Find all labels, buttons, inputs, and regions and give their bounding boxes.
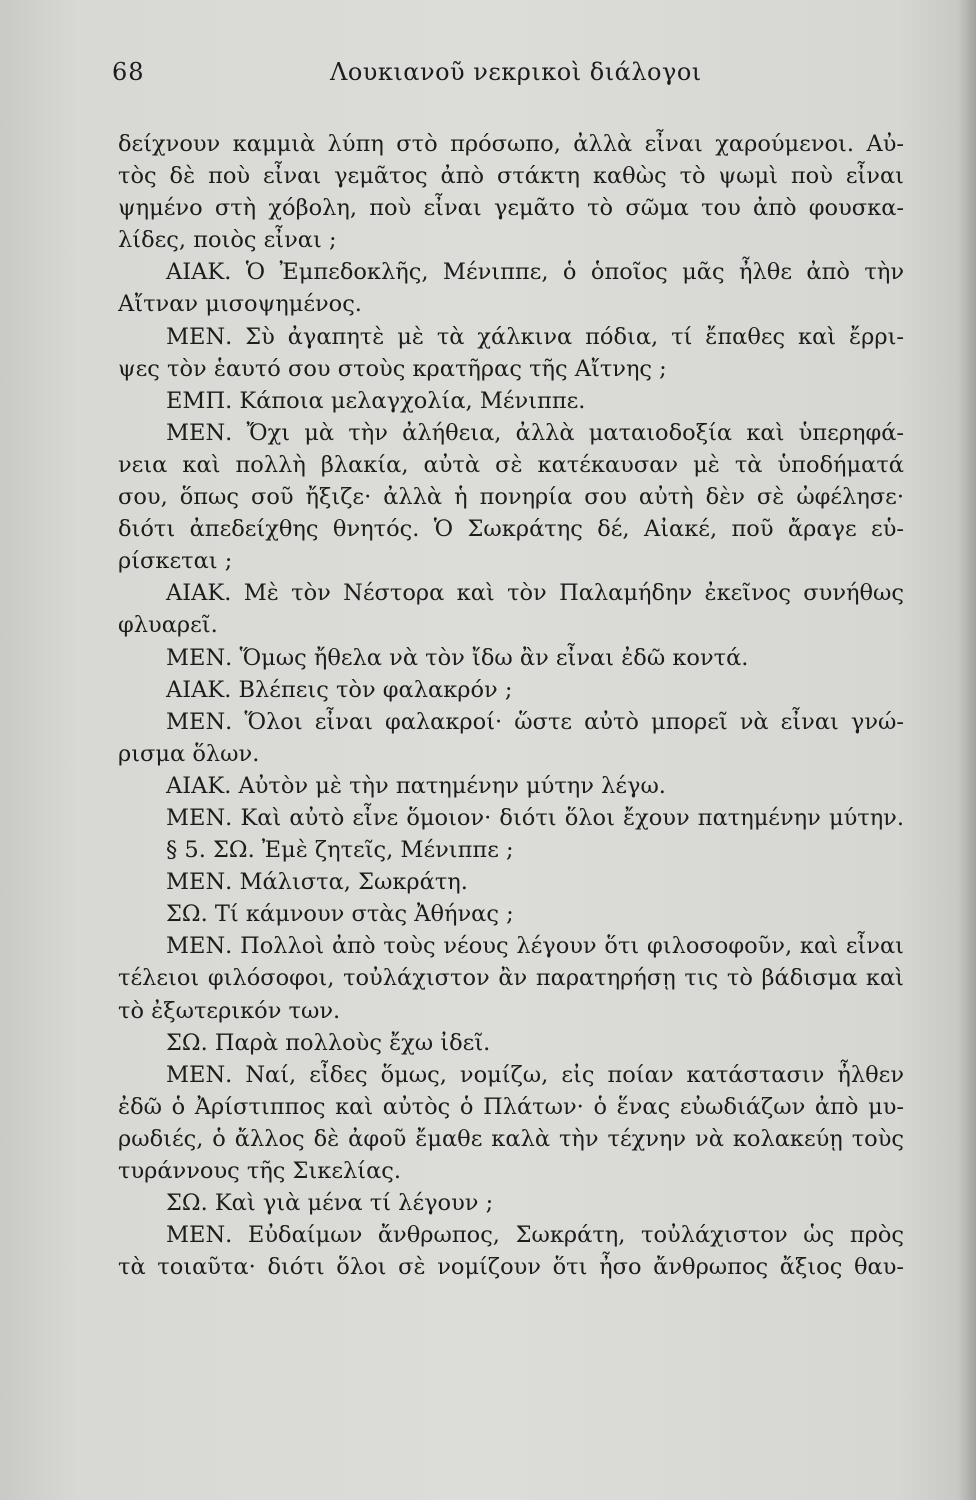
text-line: ρωδιές, ὁ ἄλλος δὲ ἀφοῦ ἔμαθε καλὰ τὴν τέχνην νὰ κολακεύῃ τοὺς — [118, 1125, 904, 1152]
text-line: ΜΕΝ. Σὺ ἀγαπητὲ μὲ τὰ χάλκινα πόδια, τί ἔπαθες καὶ ἔρρι- — [166, 323, 904, 350]
text-line: ΣΩ. Τί κάμνουν στὰς Ἀθήνας ; — [166, 901, 514, 928]
text-line: ἐδῶ ὁ Ἀρίστιππος καὶ αὐτὸς ὁ Πλάτων· ὁ ἕνας εὐωδιάζων ἀπὸ μυ- — [118, 1093, 904, 1120]
text-line: σου, ὅπως σοῦ ἤξιζε· ἀλλὰ ἡ πονηρία σου αὐτὴ δὲν σὲ ὠφέλησε· — [118, 484, 904, 511]
text-line: ΜΕΝ. Ὅμως ἤθελα νὰ τὸν ἴδω ἂν εἶναι ἐδῶ κοντά. — [166, 644, 749, 671]
text-line: Αἴτναν μισοψημένος. — [118, 291, 362, 318]
body-text — [118, 128, 904, 1283]
text-line: ΜΕΝ. Εὐδαίμων ἄνθρωπος, Σωκράτη, τοὐλάχιστον ὡς πρὸς — [166, 1222, 904, 1249]
text-line: τὸς δὲ ποὺ εἶναι γεμᾶτος ἀπὸ στάκτη καθὼς τὸ ψωμὶ ποὺ εἶναι — [118, 163, 904, 190]
text-line: τὰ τοιαῦτα· διότι ὅλοι σὲ νομίζουν ὅτι ἦσο ἄνθρωπος ἄξιος θαυ- — [118, 1254, 904, 1281]
text-line: ψες τὸν ἑαυτό σου στοὺς κρατῆρας τῆς Αἴτνης ; — [118, 355, 667, 382]
page-header — [0, 56, 976, 96]
text-line: ψημένο στὴ χόβολη, ποὺ εἶναι γεμᾶτο τὸ σῶμα του ἀπὸ φουσκα- — [118, 195, 904, 222]
text-line: ΜΕΝ. Πολλοὶ ἀπὸ τοὺς νέους λέγουν ὅτι φιλοσοφοῦν, καὶ εἶναι — [166, 933, 904, 960]
text-line: ΑΙΑΚ. Μὲ τὸν Νέστορα καὶ τὸν Παλαμήδην ἐκεῖνος συνήθως — [166, 580, 904, 607]
text-line: ΑΙΑΚ. Αὐτὸν μὲ τὴν πατημένην μύτην λέγω. — [166, 772, 666, 799]
text-line: ρισμα ὅλων. — [118, 740, 260, 767]
text-line: λίδες, ποιὸς εἶναι ; — [118, 227, 337, 254]
text-line: ΜΕΝ. Καὶ αὐτὸ εἶνε ὅμοιον· διότι ὅλοι ἔχουν πατημένην μύτην. — [166, 804, 904, 831]
text-line: νεια καὶ πολλὴ βλακία, αὐτὰ σὲ κατέκαυσαν μὲ τὰ ὑποδήματά — [118, 451, 904, 478]
text-line: ΑΙΑΚ. Ὁ Ἐμπεδοκλῆς, Μένιππε, ὁ ὁποῖος μᾶς ἦλθε ἀπὸ τὴν — [166, 259, 904, 286]
text-line: ΜΕΝ. Ὅλοι εἶναι φαλακροί· ὥστε αὐτὸ μπορεῖ νὰ εἶναι γνώ- — [166, 708, 904, 735]
text-line: δείχνουν καμμιὰ λύπη στὸ πρόσωπο, ἀλλὰ εἶναι χαρούμενοι. Αὐ- — [118, 131, 904, 157]
text-line: τυράννους τῆς Σικελίας. — [118, 1158, 402, 1184]
text-line: διότι ἀπεδείχθης θνητός. Ὁ Σωκράτης δέ, Αἰακέ, ποῦ ἄραγε εὑ- — [118, 516, 904, 543]
text-line: φλυαρεῖ. — [118, 612, 218, 639]
text-line: ΜΕΝ. Μάλιστα, Σωκράτη. — [166, 869, 468, 896]
text-line: ρίσκεται ; — [118, 548, 233, 575]
text-line: ΣΩ. Καὶ γιὰ μένα τί λέγουν ; — [166, 1190, 494, 1217]
text-line: § 5. ΣΩ. Ἐμὲ ζητεῖς, Μένιππε ; — [166, 837, 514, 864]
page-number: 68 — [112, 58, 145, 86]
text-line: ΕΜΠ. Κάποια μελαγχολία, Μένιππε. — [166, 387, 586, 414]
text-line: τὸ ἐξωτερικόν των. — [118, 997, 341, 1024]
text-line: ΜΕΝ. Ὄχι μὰ τὴν ἀλήθεια, ἀλλὰ ματαιοδοξία καὶ ὑπερηφά- — [166, 419, 904, 446]
text-line: ΑΙΑΚ. Βλέπεις τὸν φαλακρόν ; — [166, 676, 513, 703]
page-edge-shadow — [958, 0, 976, 1500]
text-line: τέλειοι φιλόσοφοι, τοὐλάχιστον ἂν παρατηρήσῃ τις τὸ βάδισμα καὶ — [118, 965, 904, 992]
running-title: Λουκιανοῦ νεκρικοὶ διάλογοι — [330, 58, 702, 86]
text-line: ΜΕΝ. Ναί, εἶδες ὅμως, νομίζω, εἰς ποίαν κατάστασιν ἦλθεν — [166, 1061, 904, 1088]
text-line: ΣΩ. Παρὰ πολλοὺς ἔχω ἰδεῖ. — [166, 1029, 491, 1056]
